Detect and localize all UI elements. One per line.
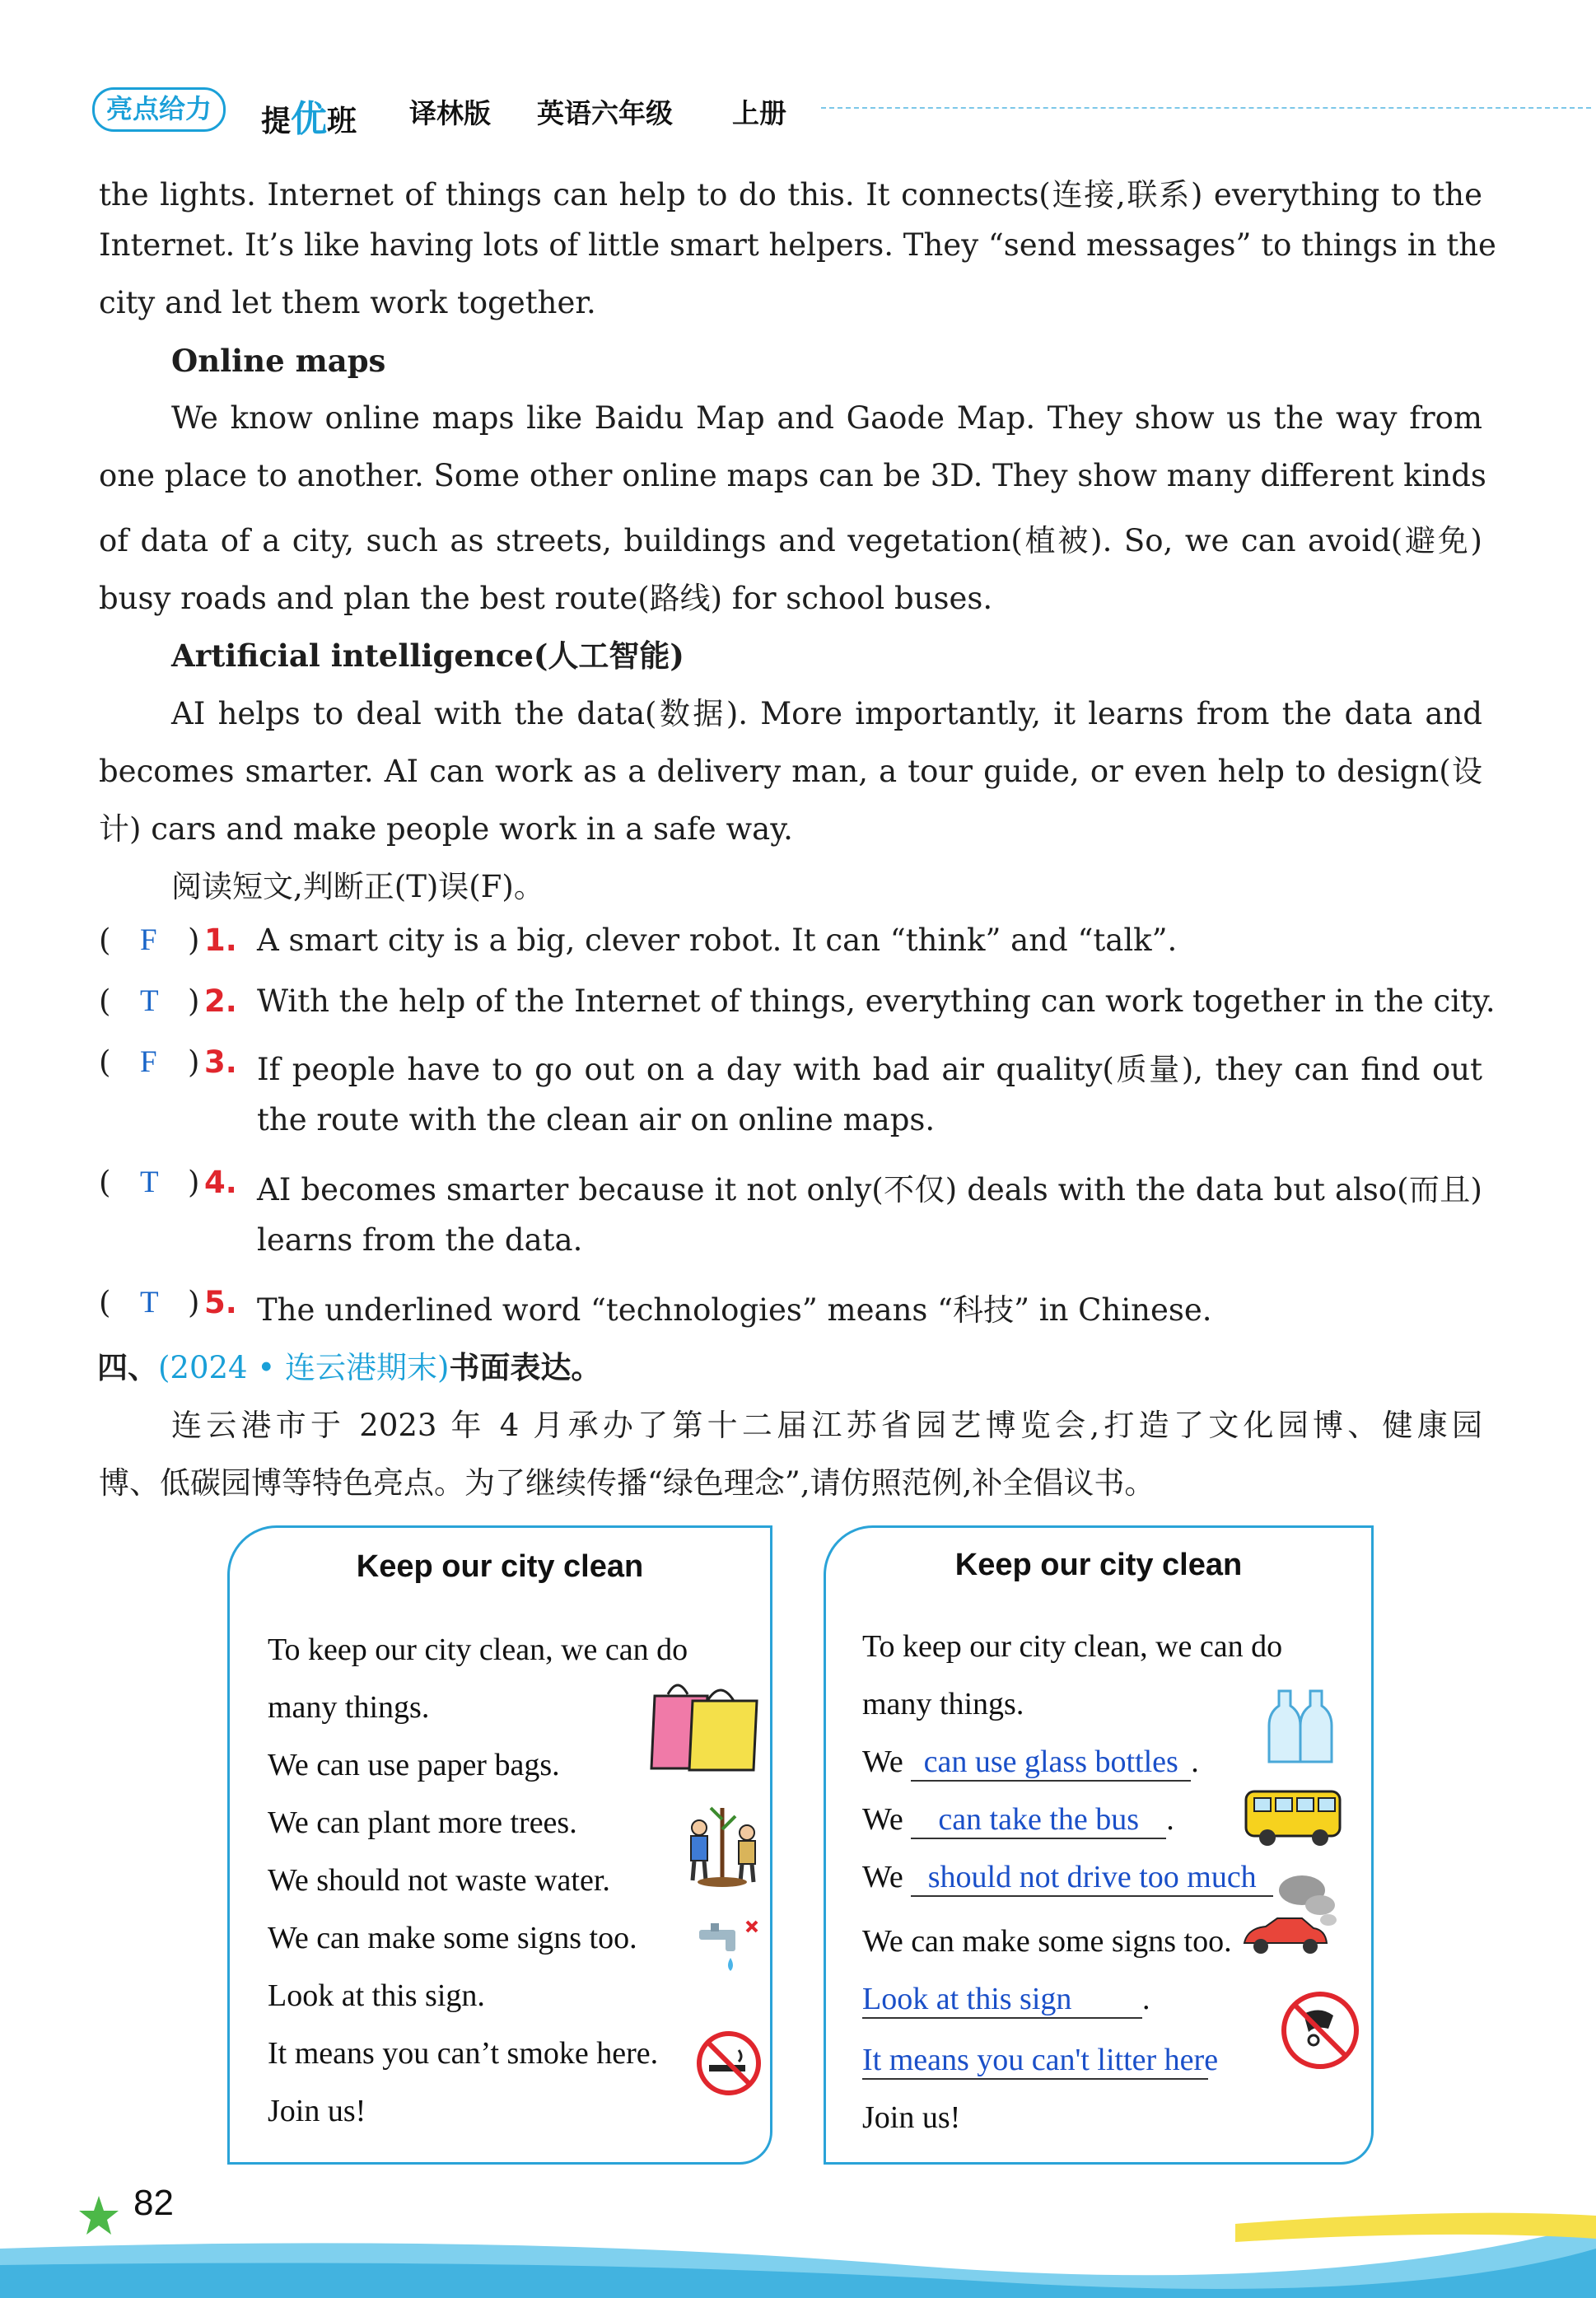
card-line: Look at this sign. xyxy=(268,1978,485,2013)
question-number: 3. xyxy=(204,1044,237,1080)
header-rule xyxy=(821,107,1591,109)
fill-line xyxy=(862,2042,1219,2080)
edition-label: 译林版 xyxy=(409,97,491,129)
question-text: the route with the clean air on online maps. xyxy=(257,1102,936,1137)
question-number: 5. xyxy=(204,1285,237,1320)
paren-open: ( xyxy=(99,922,111,958)
section-4-desc: 博、低碳园博等特色亮点。为了继续传播“绿色理念”,请仿照范例,补全倡议书。 xyxy=(99,1465,1155,1501)
card-line: We can use paper bags. xyxy=(268,1748,560,1782)
answer-mark: T xyxy=(140,984,159,1018)
section-label: 四、 xyxy=(97,1350,158,1385)
passage-line: of data of a city, such as streets, buildings and vegetation(植被). So, we can avoid(避免) xyxy=(99,523,1482,558)
question-number: 4. xyxy=(204,1165,237,1200)
series-title-part: 提 xyxy=(261,105,292,138)
question-item xyxy=(99,1285,1482,1334)
question-text: learns from the data. xyxy=(257,1222,583,1258)
page-number: 82 xyxy=(133,2183,174,2223)
page-header xyxy=(92,82,1492,140)
question-item xyxy=(99,1165,1482,1280)
card-line: It means you can’t smoke here. xyxy=(268,2036,659,2071)
paren-open: ( xyxy=(99,1285,111,1320)
answer-mark: T xyxy=(140,1286,159,1319)
fill-line xyxy=(862,1744,1199,1782)
we-label: We xyxy=(862,1745,903,1779)
paren-open: ( xyxy=(99,1044,111,1080)
planting-tree-icon xyxy=(683,1800,765,1890)
handwritten-answer: can take the bus xyxy=(911,1801,1166,1839)
question-number: 2. xyxy=(204,983,237,1019)
paren-close: ) xyxy=(188,983,200,1019)
paper-bags-icon xyxy=(650,1676,762,1775)
answer-mark: F xyxy=(140,1045,157,1079)
answer-card xyxy=(824,1525,1374,2165)
brand-badge: 亮点给力 xyxy=(92,87,226,132)
passage-line: the lights. Internet of things can help to do this. It connects(连接,联系) everything to the xyxy=(99,177,1482,213)
faucet-icon xyxy=(696,1915,762,1981)
instruction: 阅读短文,判断正(T)误(F)。 xyxy=(171,869,544,904)
section-source: (2024 • 连云港期末) xyxy=(158,1350,450,1385)
handwritten-answer: can use glass bottles xyxy=(911,1744,1191,1782)
passage-line: city and let them work together. xyxy=(99,285,596,320)
we-label: We xyxy=(862,1860,903,1894)
paren-open: ( xyxy=(99,983,111,1019)
passage-line: becomes smarter. AI can work as a delivery man, a tour guide, or even help to design(设 xyxy=(99,754,1482,789)
answer-mark: T xyxy=(140,1165,159,1199)
no-littering-icon xyxy=(1279,1989,1361,2071)
paren-open: ( xyxy=(99,1165,111,1200)
passage-line: Internet. It’s like having lots of little smart helpers. They “send messages” to things in the xyxy=(99,227,1496,263)
star-icon xyxy=(76,2193,122,2239)
passage-line: one place to another. Some other online maps can be 3D. They show many different kinds xyxy=(99,458,1486,493)
answer-mark: F xyxy=(140,923,157,957)
question-item xyxy=(99,983,1496,1033)
handwritten-answer: Look at this sign xyxy=(862,1981,1142,2019)
bus-icon xyxy=(1243,1785,1346,1851)
card-line: Join us! xyxy=(268,2094,366,2128)
section-title-text: 书面表达。 xyxy=(449,1350,602,1385)
card-line: We can plant more trees. xyxy=(268,1805,577,1840)
card-title: Keep our city clean xyxy=(356,1549,644,1584)
question-text: If people have to go out on a day with bad air quality(质量), they can find out xyxy=(257,1052,1482,1087)
card-line: We should not waste water. xyxy=(268,1863,610,1898)
series-title xyxy=(261,89,357,142)
period: . xyxy=(1142,1982,1150,2016)
passage-line: AI helps to deal with the data(数据). More importantly, it learns from the data and xyxy=(171,696,1482,731)
paren-close: ) xyxy=(188,922,200,958)
paren-close: ) xyxy=(188,1044,200,1080)
question-number: 1. xyxy=(204,922,237,958)
card-line: many things. xyxy=(268,1690,430,1725)
glass-bottles-icon xyxy=(1267,1684,1342,1767)
section-heading: Online maps xyxy=(171,343,386,379)
paren-close: ) xyxy=(188,1165,200,1200)
section-heading: Artificial intelligence(人工智能) xyxy=(171,638,684,674)
card-line: To keep our city clean, we can do xyxy=(862,1629,1283,1664)
question-text: With the help of the Internet of things, everything can work together in the city. xyxy=(257,983,1496,1019)
series-title-part: 班 xyxy=(327,105,357,138)
paren-close: ) xyxy=(188,1285,200,1320)
we-label: We xyxy=(862,1802,903,1837)
passage-line: 计) cars and make people work in a safe way. xyxy=(99,811,793,847)
fill-line xyxy=(862,1981,1150,2019)
passage-line: We know online maps like Baidu Map and Gaode Map. They show us the way from xyxy=(171,400,1482,436)
fill-line xyxy=(862,1859,1273,1897)
car-exhaust-icon xyxy=(1238,1872,1345,1963)
example-card xyxy=(227,1525,772,2165)
section-4-title xyxy=(97,1343,1481,1387)
handwritten-answer: should not drive too much xyxy=(911,1859,1273,1897)
series-title-part: 优 xyxy=(291,98,328,140)
section-4-desc: 连云港市于 2023 年 4 月承办了第十二届江苏省园艺博览会,打造了文化园博、健康园 xyxy=(171,1408,1482,1443)
card-line: many things. xyxy=(862,1687,1024,1721)
period: . xyxy=(1166,1802,1174,1837)
question-item xyxy=(99,922,1482,972)
passage-line: busy roads and plan the best route(路线) for school buses. xyxy=(99,581,993,616)
fill-line xyxy=(862,1801,1174,1839)
question-text: A smart city is a big, clever robot. It can “think” and “talk”. xyxy=(257,922,1178,958)
question-item xyxy=(99,1044,1482,1160)
question-text: AI becomes smarter because it not only(不仅) deals with the data but also(而且) xyxy=(257,1172,1482,1207)
handwritten-answer: It means you can't litter here xyxy=(862,2042,1208,2080)
question-text: The underlined word “technologies” means “科技” in Chinese. xyxy=(257,1292,1212,1328)
card-line: We can make some signs too. xyxy=(268,1921,637,1955)
card-title: Keep our city clean xyxy=(954,1548,1243,1582)
subject-label: 英语六年级 xyxy=(537,97,673,129)
footer-wave xyxy=(0,2199,1596,2298)
period: . xyxy=(1191,1745,1199,1779)
card-line: To keep our city clean, we can do xyxy=(268,1632,688,1667)
card-line: We can make some signs too. xyxy=(862,1924,1232,1959)
card-line: Join us! xyxy=(862,2100,961,2135)
no-smoking-icon xyxy=(694,2029,763,2098)
volume-label: 上册 xyxy=(732,97,786,129)
